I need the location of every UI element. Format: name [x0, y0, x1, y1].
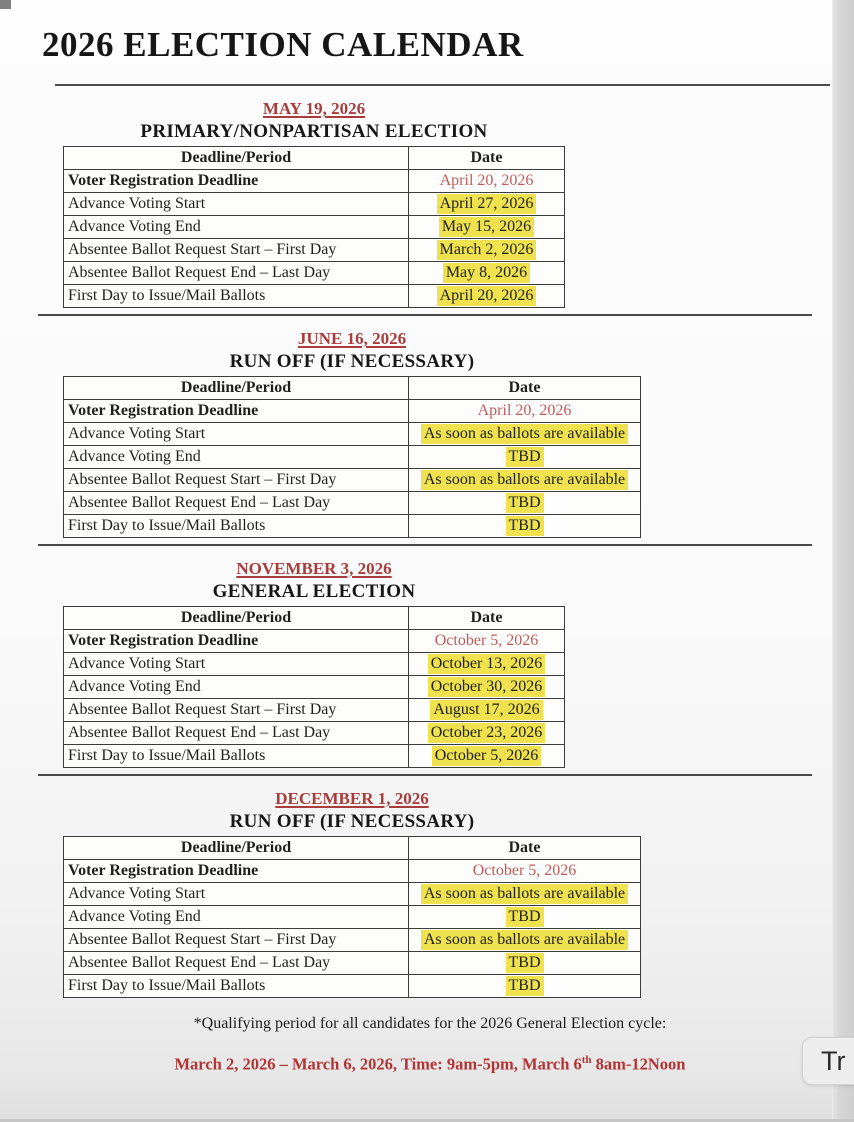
deadline-period-cell: Absentee Ballot Request End – Last Day [64, 952, 409, 975]
deadline-period-cell: First Day to Issue/Mail Ballots [64, 745, 409, 768]
deadline-period-cell: Advance Voting Start [64, 653, 409, 676]
date-cell [409, 883, 641, 906]
election-section [63, 328, 641, 538]
deadline-period-cell: Advance Voting End [64, 906, 409, 929]
deadlines-table [63, 376, 641, 538]
deadline-period-cell: Absentee Ballot Request Start – First Day [64, 699, 409, 722]
qualifying-period-dates [66, 1050, 794, 1075]
date-value: TBD [506, 516, 544, 536]
table-row [64, 193, 565, 216]
date-value: TBD [506, 447, 544, 467]
date-value: October 5, 2026 [472, 862, 577, 879]
date-value: October 30, 2026 [428, 677, 546, 697]
date-value: April 20, 2026 [477, 402, 572, 419]
date-value: October 5, 2026 [432, 746, 542, 766]
date-cell [409, 745, 565, 768]
date-cell [409, 262, 565, 285]
table-header-row [64, 147, 565, 170]
deadline-period-cell: Voter Registration Deadline [64, 400, 409, 423]
date-cell [409, 929, 641, 952]
date-value: TBD [506, 976, 544, 996]
date-cell [409, 492, 641, 515]
table-row [64, 216, 565, 239]
table-row [64, 400, 641, 423]
date-value: April 20, 2026 [437, 286, 537, 306]
date-cell [409, 860, 641, 883]
date-value: As soon as ballots are available [421, 424, 628, 444]
date-cell [409, 676, 565, 699]
section-divider [38, 314, 812, 316]
table-header-row [64, 377, 641, 400]
date-cell [409, 170, 565, 193]
table-row [64, 170, 565, 193]
table-row [64, 745, 565, 768]
date-value: As soon as ballots are available [421, 884, 628, 904]
deadline-period-cell: Absentee Ballot Request End – Last Day [64, 722, 409, 745]
date-value: TBD [506, 953, 544, 973]
table-row [64, 515, 641, 538]
date-cell [409, 653, 565, 676]
table-row [64, 722, 565, 745]
deadline-period-cell: Advance Voting Start [64, 423, 409, 446]
column-header-date: Date [409, 837, 641, 860]
deadline-period-cell: Voter Registration Deadline [64, 860, 409, 883]
date-value: April 27, 2026 [437, 194, 537, 214]
date-value: TBD [506, 907, 544, 927]
deadline-period-cell: Absentee Ballot Request End – Last Day [64, 262, 409, 285]
deadline-period-cell: Absentee Ballot Request Start – First Day [64, 239, 409, 262]
date-cell [409, 216, 565, 239]
date-value: May 15, 2026 [439, 217, 534, 237]
deadline-period-cell: First Day to Issue/Mail Ballots [64, 285, 409, 308]
date-value: May 8, 2026 [443, 263, 530, 283]
column-header-deadline-period: Deadline/Period [64, 147, 409, 170]
date-cell [409, 722, 565, 745]
qualifying-dates-end: 8am-12Noon [591, 1054, 686, 1074]
section-divider [38, 774, 812, 776]
table-row [64, 492, 641, 515]
sections-container [0, 98, 854, 998]
date-cell [409, 239, 565, 262]
table-row [64, 423, 641, 446]
table-row [64, 906, 641, 929]
deadlines-table [63, 836, 641, 998]
table-row [64, 929, 641, 952]
date-cell [409, 699, 565, 722]
translate-button[interactable]: Tr [802, 1037, 854, 1085]
deadline-period-cell: First Day to Issue/Mail Ballots [64, 515, 409, 538]
column-header-date: Date [409, 607, 565, 630]
deadline-period-cell: Advance Voting Start [64, 193, 409, 216]
table-row [64, 699, 565, 722]
table-row [64, 860, 641, 883]
column-header-date: Date [409, 377, 641, 400]
qualifying-dates-text: March 2, 2026 – March 6, 2026, Time: 9am-5pm, March 6 [174, 1054, 582, 1074]
date-value: As soon as ballots are available [421, 470, 628, 490]
deadline-period-cell: Advance Voting End [64, 216, 409, 239]
election-title: PRIMARY/NONPARTISAN ELECTION [140, 121, 488, 142]
table-row [64, 676, 565, 699]
title-rule [55, 84, 830, 86]
date-cell [409, 515, 641, 538]
column-header-deadline-period: Deadline/Period [64, 377, 409, 400]
table-header-row [64, 607, 565, 630]
table-row [64, 285, 565, 308]
deadline-period-cell: First Day to Issue/Mail Ballots [64, 975, 409, 998]
date-value: October 5, 2026 [434, 632, 539, 649]
page-title: 2026 ELECTION CALENDAR [42, 25, 524, 64]
date-cell [409, 400, 641, 423]
election-date-heading: MAY 19, 2026 [262, 99, 366, 118]
election-date-heading: JUNE 16, 2026 [297, 329, 407, 348]
table-row [64, 262, 565, 285]
election-section [63, 788, 641, 998]
date-value: August 17, 2026 [430, 700, 542, 720]
deadline-period-cell: Advance Voting End [64, 446, 409, 469]
date-cell [409, 469, 641, 492]
qualifying-period-note: *Qualifying period for all candidates for the 2026 General Election cycle: [193, 1015, 667, 1032]
date-value: April 20, 2026 [439, 172, 534, 189]
table-row [64, 469, 641, 492]
column-header-date: Date [409, 147, 565, 170]
table-row [64, 975, 641, 998]
deadline-period-cell: Absentee Ballot Request End – Last Day [64, 492, 409, 515]
column-header-deadline-period: Deadline/Period [64, 837, 409, 860]
election-section [63, 98, 565, 308]
date-value: TBD [506, 493, 544, 513]
section-divider [38, 544, 812, 546]
deadline-period-cell: Absentee Ballot Request Start – First Day [64, 469, 409, 492]
column-header-deadline-period: Deadline/Period [64, 607, 409, 630]
date-value: As soon as ballots are available [421, 930, 628, 950]
date-cell [409, 285, 565, 308]
date-cell [409, 423, 641, 446]
table-row [64, 883, 641, 906]
date-cell [409, 446, 641, 469]
date-cell [409, 952, 641, 975]
election-title: RUN OFF (IF NECESSARY) [229, 811, 475, 832]
table-row [64, 630, 565, 653]
deadlines-table [63, 146, 565, 308]
deadline-period-cell: Voter Registration Deadline [64, 630, 409, 653]
date-cell [409, 630, 565, 653]
date-value: October 23, 2026 [428, 723, 546, 743]
ordinal-suffix: th [581, 1054, 592, 1066]
date-value: October 13, 2026 [428, 654, 546, 674]
table-header-row [64, 837, 641, 860]
election-section [63, 558, 565, 768]
footer-notes [66, 1014, 794, 1075]
date-value: March 2, 2026 [437, 240, 537, 260]
deadline-period-cell: Voter Registration Deadline [64, 170, 409, 193]
table-row [64, 239, 565, 262]
date-cell [409, 193, 565, 216]
date-cell [409, 906, 641, 929]
table-row [64, 952, 641, 975]
deadline-period-cell: Advance Voting End [64, 676, 409, 699]
election-date-heading: NOVEMBER 3, 2026 [236, 559, 392, 578]
election-title: RUN OFF (IF NECESSARY) [229, 351, 475, 372]
date-cell [409, 975, 641, 998]
table-row [64, 653, 565, 676]
table-row [64, 446, 641, 469]
deadline-period-cell: Absentee Ballot Request Start – First Day [64, 929, 409, 952]
deadlines-table [63, 606, 565, 768]
election-date-heading: DECEMBER 1, 2026 [275, 789, 429, 808]
election-title: GENERAL ELECTION [212, 581, 416, 602]
deadline-period-cell: Advance Voting Start [64, 883, 409, 906]
